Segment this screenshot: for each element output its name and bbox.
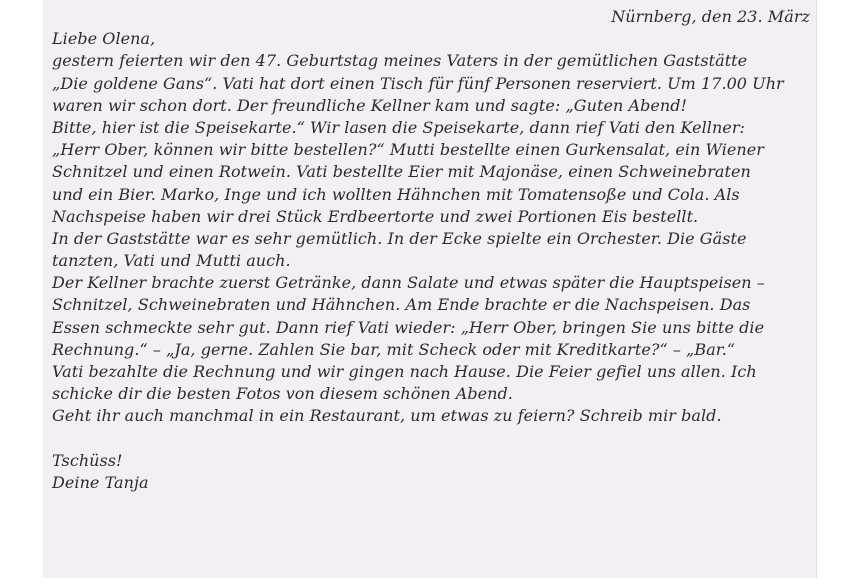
letter-text [52, 6, 822, 494]
closing-line: Tschüss! [52, 450, 123, 470]
signature-line: Deine Tanja [52, 472, 149, 492]
body-line: Nachspeise haben wir drei Stück Erdbeertorte und zwei Portionen Eis bestellt. [52, 206, 699, 226]
blank-line [52, 428, 822, 450]
body-line: waren wir schon dort. Der freundliche Kellner kam und sagte: „Guten Abend! [52, 95, 688, 115]
body-line: Rechnung.“ – „Ja, gerne. Zahlen Sie bar, mit Scheck oder mit Kreditkarte?“ – „Bar.“ [52, 339, 736, 359]
body-line: tanzten, Vati und Mutti auch. [52, 251, 291, 271]
body-line: In der Gaststätte war es sehr gemütlich. In der Ecke spielte ein Orchester. Die Gäste [52, 228, 747, 248]
body-line: Geht ihr auch manchmal in ein Restaurant, um etwas zu feiern? Schreib mir bald. [52, 406, 722, 426]
greeting-line: Liebe Olena, [52, 29, 156, 49]
body-line: gestern feierten wir den 47. Geburtstag meines Vaters in der gemütlichen Gaststätte [52, 51, 748, 71]
body-line: „Die goldene Gans“. Vati hat dort einen Tisch für fünf Personen reserviert. Um 17.00 Uhr [52, 73, 784, 93]
letter-date: Nürnberg, den 23. März [611, 7, 810, 26]
body-line: Bitte, hier ist die Speisekarte.“ Wir lasen die Speisekarte, dann rief Vati den Kellner: [52, 117, 745, 137]
body-line: Der Kellner brachte zuerst Getränke, dann Salate und etwas später die Hauptspeisen – [52, 273, 765, 293]
body-line: Schnitzel und einen Rotwein. Vati bestellte Eier mit Majonäse, einen Schweinebraten [52, 162, 751, 182]
body-line: Essen schmeckte sehr gut. Dann rief Vati wieder: „Herr Ober, bringen Sie uns bitte die [52, 317, 765, 337]
body-line: und ein Bier. Marko, Inge und ich wollten Hähnchen mit Tomatensoße und Cola. Als [52, 184, 740, 204]
body-line: Schnitzel, Schweinebraten und Hähnchen. Am Ende brachte er die Nachspeisen. Das [52, 295, 751, 315]
body-line: schicke dir die besten Fotos von diesem schönen Abend. [52, 384, 513, 404]
body-line: „Herr Ober, können wir bitte bestellen?“ Mutti bestellte einen Gurkensalat, ein Wiener [52, 140, 764, 160]
body-line: Vati bezahlte die Rechnung und wir gingen nach Hause. Die Feier gefiel uns allen. Ich [52, 362, 757, 381]
